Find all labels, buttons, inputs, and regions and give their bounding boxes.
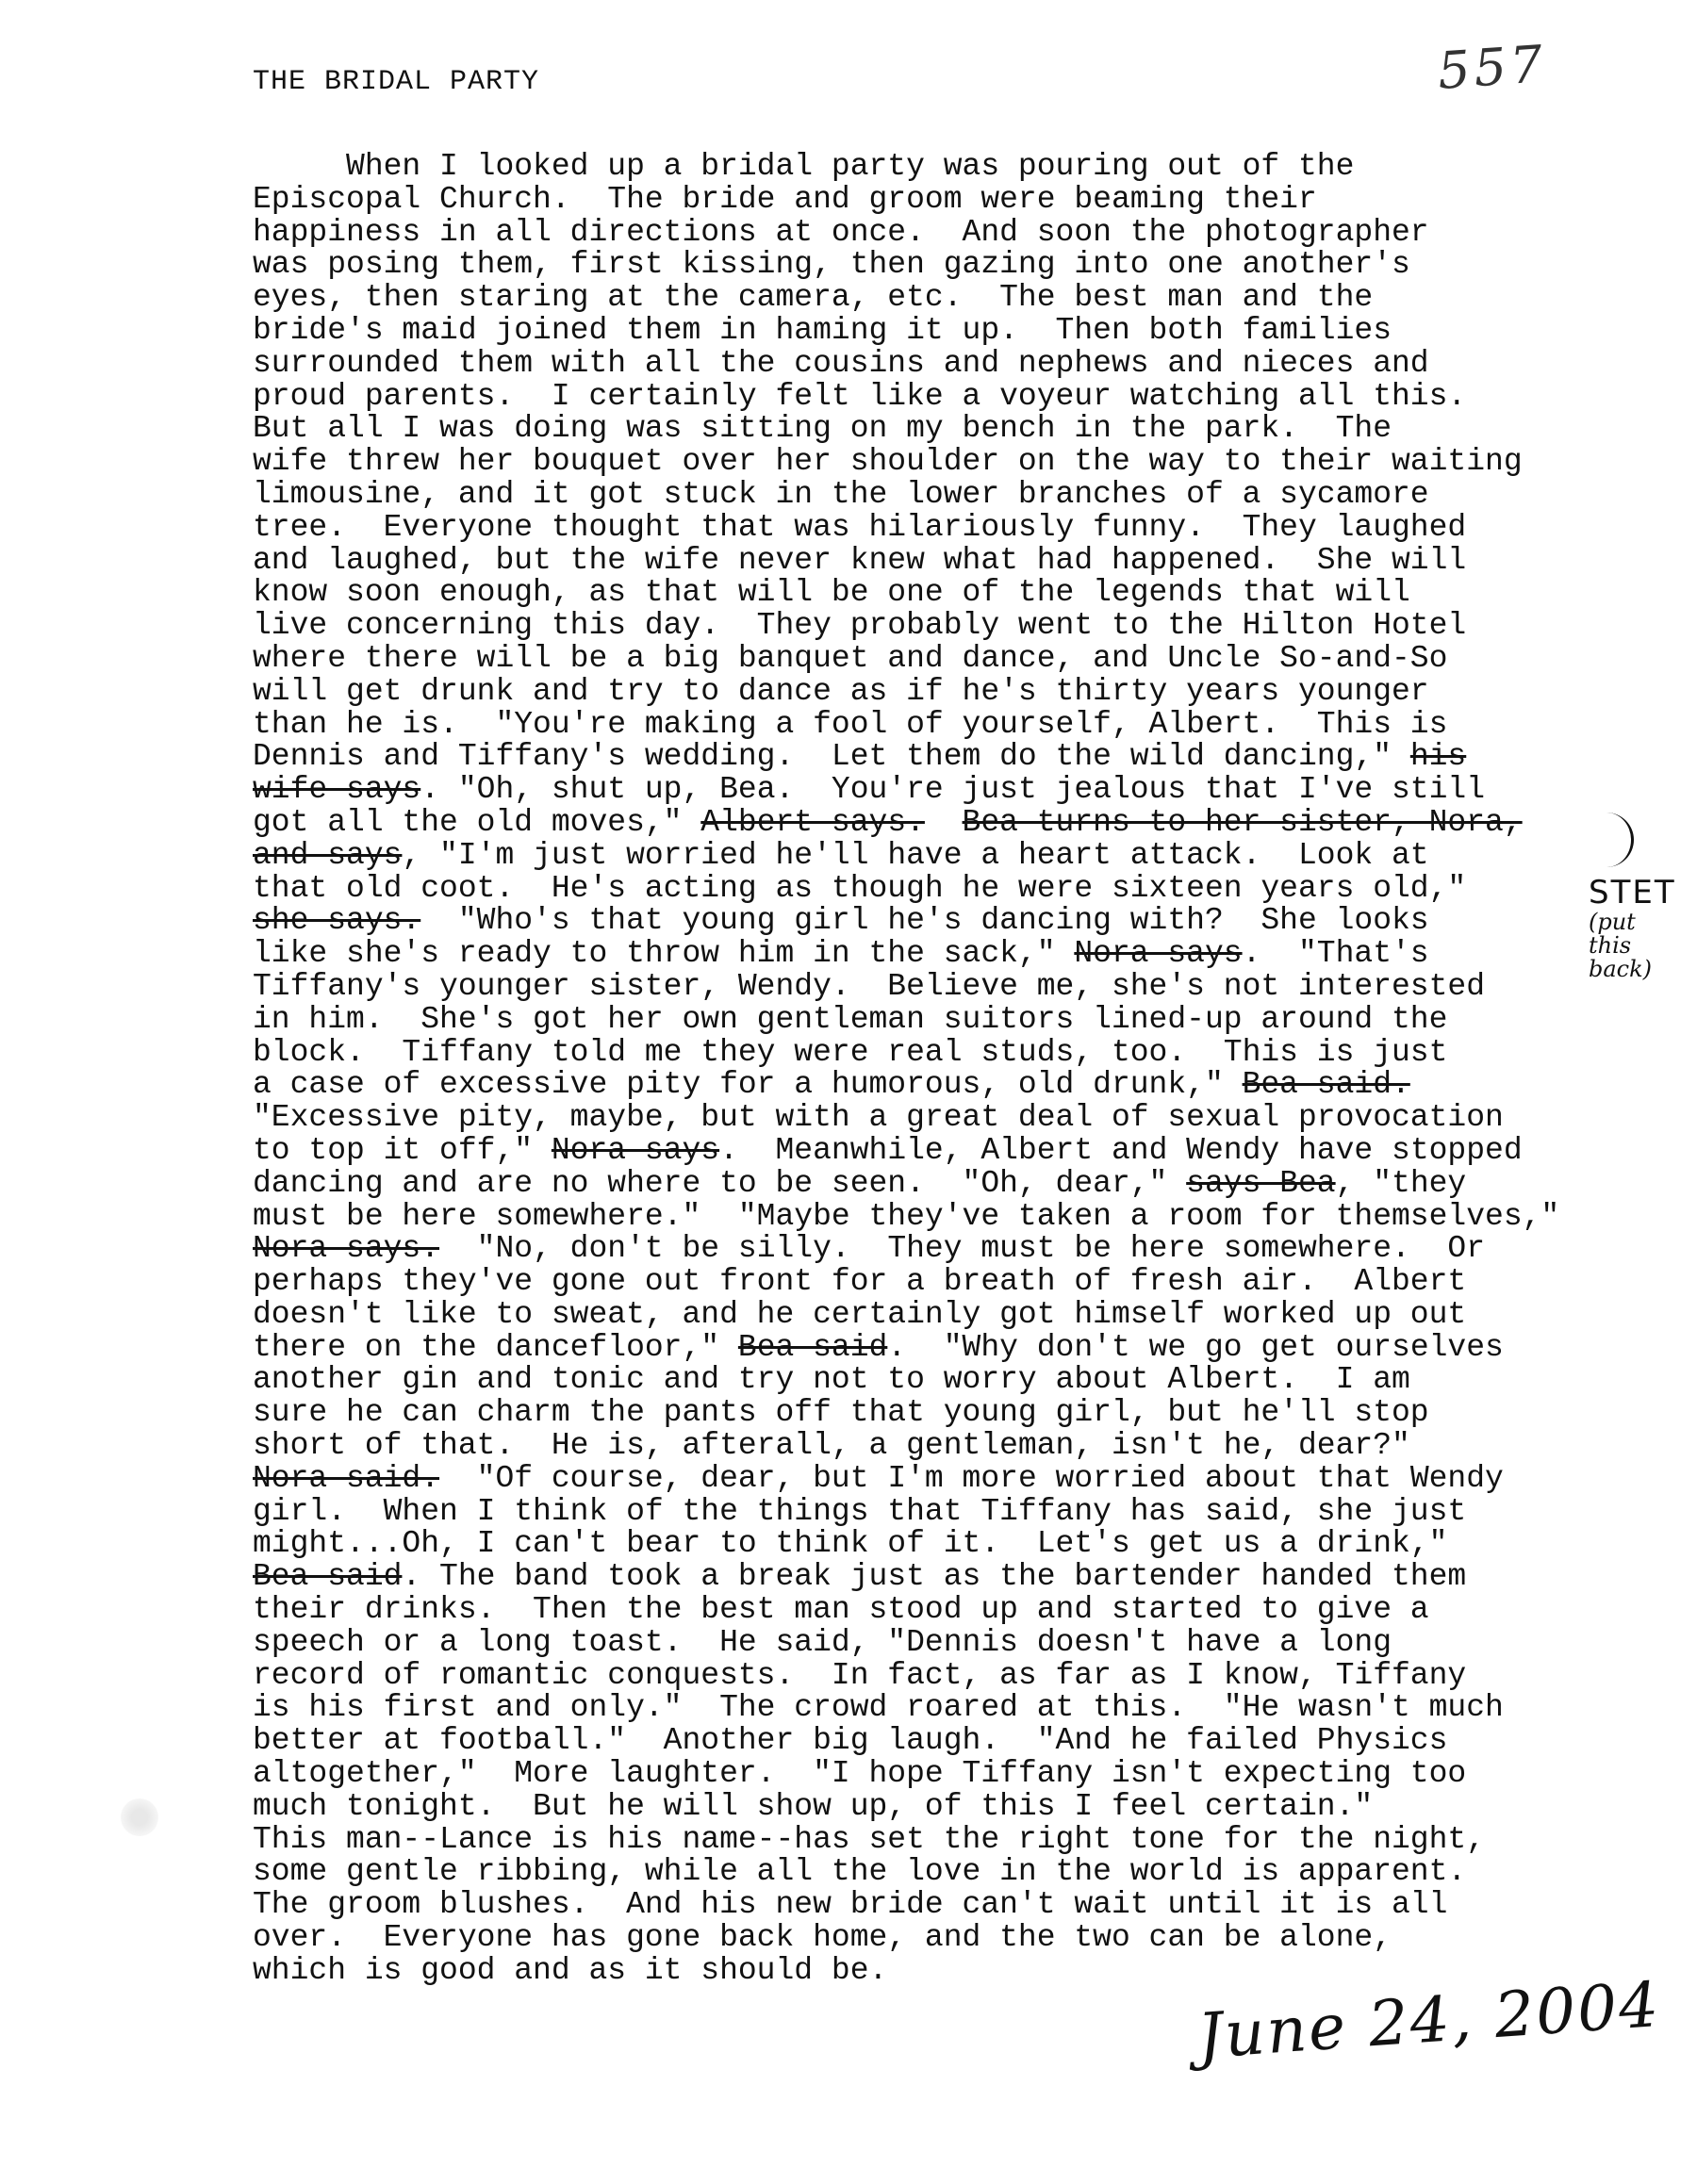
text-line [253, 1364, 1657, 1397]
handwritten-date-signature: June 24, 2004 [1194, 1967, 1663, 2074]
text-segment: dancing and are no where to be seen. "Oh, dear," [253, 1165, 1187, 1201]
text-segment: another gin and tonic and try not to worry about Albert. I am [253, 1362, 1410, 1398]
text-segment: . Meanwhile, Albert and Wendy have stopped [719, 1132, 1523, 1168]
struck-text: says Bea [1186, 1165, 1336, 1201]
text-segment: which is good and as it should be. [253, 1952, 888, 1988]
text-line [253, 1397, 1657, 1430]
text-segment: happiness in all directions at once. And soon the photographer [253, 214, 1429, 250]
struck-text: wife says [253, 772, 421, 808]
text-segment: eyes, then staring at the camera, etc. The best man and the [253, 280, 1374, 316]
text-segment: might...Oh, I can't bear to think of it. Let's get us a drink," [253, 1526, 1448, 1562]
text-segment: better at football." Another big laugh. "And he failed Physics [253, 1723, 1448, 1759]
struck-text: Bea said [253, 1559, 403, 1595]
text-line [253, 1561, 1657, 1594]
text-segment: But all I was doing was sitting on my bench in the park. The [253, 411, 1392, 447]
text-segment: block. Tiffany told me they were real studs, too. This is just [253, 1034, 1448, 1070]
text-line [253, 1856, 1657, 1889]
text-line [253, 673, 1657, 709]
struck-text: Bea said. [1242, 1067, 1410, 1103]
text-segment: know soon enough, as that will be one of the legends that will [253, 575, 1410, 611]
text-line [253, 706, 1657, 742]
text-line [253, 1165, 1657, 1201]
text-segment: some gentle ribbing, while all the love in the world is apparent. [253, 1854, 1467, 1890]
text-line [253, 1233, 1657, 1266]
struck-text: Nora says. [253, 1231, 440, 1267]
text-segment: limousine, and it got stuck in the lower branches of a sycamore [253, 476, 1429, 512]
text-line [253, 509, 1657, 545]
text-line [253, 1266, 1657, 1299]
text-line [253, 870, 1657, 906]
text-line [253, 1460, 1657, 1496]
text-line [253, 249, 1657, 282]
text-line [253, 1329, 1657, 1365]
text-segment: , "I'm just worried he'll have a heart attack. Look at [402, 837, 1429, 873]
text-segment: much tonight. But he will show up, of this I feel certain." [253, 1788, 1374, 1824]
text-segment: The groom blushes. And his new bride can't wait until it is all [253, 1887, 1448, 1923]
text-line [253, 542, 1657, 578]
text-line [253, 1069, 1657, 1102]
text-segment: proud parents. I certainly felt like a voyeur watching all this. [253, 378, 1467, 414]
text-line [253, 214, 1657, 250]
text-line [253, 640, 1657, 676]
text-line [253, 1528, 1657, 1561]
text-segment: short of that. He is, afterall, a gentleman, isn't he, dear?" [253, 1428, 1410, 1464]
struck-text: Nora said. [253, 1460, 440, 1496]
text-segment: is his first and only." The crowd roared at this. "He wasn't much [253, 1690, 1504, 1726]
text-line [253, 804, 1657, 840]
text-segment: "Of course, dear, but I'm more worried about that Wendy [439, 1460, 1504, 1496]
text-segment: girl. When I think of the things that Tiffany has said, she just [253, 1493, 1467, 1529]
story-body [253, 151, 1657, 1988]
text-line [253, 1657, 1657, 1693]
text-segment: was posing them, first kissing, then gazing into one another's [253, 247, 1410, 283]
struck-text: she says. [253, 903, 421, 939]
text-segment: a case of excessive pity for a humorous, old drunk," [253, 1067, 1243, 1103]
text-line [253, 905, 1657, 938]
margin-note-instruction: (put this back) [1589, 908, 1653, 983]
text-segment: "No, don't be silly. They must be here somewhere. Or [439, 1231, 1486, 1267]
text-segment: . "Why don't we go get ourselves [887, 1329, 1504, 1365]
text-segment: speech or a long toast. He said, "Dennis doesn't have a long [253, 1624, 1392, 1660]
text-line [253, 1493, 1657, 1529]
margin-note-stet: STET [1589, 874, 1676, 911]
text-line [253, 151, 1657, 184]
text-line [253, 774, 1657, 807]
text-segment: , "they [1335, 1165, 1467, 1201]
text-line [253, 1132, 1657, 1168]
text-segment [925, 805, 963, 840]
text-segment: sure he can charm the pants off that young girl, but he'll stop [253, 1395, 1429, 1431]
text-segment: will get drunk and try to dance as if he's thirty years younger [253, 673, 1429, 709]
text-line [253, 1821, 1657, 1857]
text-line [253, 1692, 1657, 1725]
text-line [253, 345, 1657, 381]
text-segment: and laughed, but the wife never knew what had happened. She will [253, 542, 1467, 578]
page-number: 557 [1435, 34, 1549, 101]
text-segment: surrounded them with all the cousins and nephews and nieces and [253, 345, 1429, 381]
text-line [253, 312, 1657, 348]
text-segment: This man--Lance is his name--has set the right tone for the night, [253, 1821, 1486, 1857]
text-segment: doesn't like to sweat, and he certainly got himself worked up out [253, 1296, 1467, 1332]
text-line [253, 446, 1657, 479]
text-segment: over. Everyone has gone back home, and the two can be alone, [253, 1920, 1392, 1956]
text-line [253, 1430, 1657, 1463]
struck-text: Albert says. [700, 804, 925, 840]
text-line [253, 1624, 1657, 1660]
text-segment: got all the old moves," [253, 804, 701, 840]
text-segment: bride's maid joined them in haming it up. Then both families [253, 312, 1392, 348]
text-line [253, 476, 1657, 512]
text-segment: where there will be a big banquet and dance, and Uncle So-and-So [253, 640, 1448, 676]
text-line [253, 938, 1657, 971]
text-line [253, 1922, 1657, 1955]
hole-punch-mark [121, 1798, 158, 1836]
text-line [253, 181, 1657, 217]
text-line [253, 1758, 1657, 1791]
text-segment: altogether," More laughter. "I hope Tiffany isn't expecting too [253, 1756, 1467, 1792]
struck-text: Nora says [1074, 936, 1243, 972]
text-line [253, 1102, 1657, 1135]
struck-text: his [1409, 739, 1467, 775]
text-segment: wife threw her bouquet over her shoulder on the way to their waiting [253, 444, 1523, 480]
text-segment: perhaps they've gone out front for a breath of fresh air. Albert [253, 1264, 1467, 1300]
text-line [253, 1198, 1657, 1234]
text-line [253, 837, 1657, 873]
struck-text: and says [253, 837, 403, 873]
struck-text: Bea turns to her sister, Nora, [962, 804, 1523, 840]
document-title: THE BRIDAL PARTY [253, 66, 540, 98]
text-segment: "Who's that young girl he's dancing with? She looks [420, 903, 1429, 939]
text-line [253, 610, 1657, 643]
text-line [253, 1001, 1657, 1037]
text-segment: When I looked up a bridal party was pouring out of the [253, 149, 1355, 184]
text-segment: Episcopal Church. The bride and groom were beaming their [253, 181, 1317, 217]
text-segment: must be here somewhere." "Maybe they've taken a room for themselves," [253, 1198, 1560, 1234]
text-segment: . The band took a break just as the bartender handed them [402, 1559, 1467, 1595]
text-line [253, 413, 1657, 446]
text-line [253, 741, 1657, 774]
margin-note [1589, 874, 1683, 983]
text-segment: that old coot. He's acting as though he were sixteen years old," [253, 870, 1467, 906]
text-line [253, 282, 1657, 315]
struck-text: Bea said [737, 1329, 888, 1365]
text-line [253, 378, 1657, 414]
struck-text: Nora says [551, 1132, 720, 1168]
text-segment: tree. Everyone thought that was hilariously funny. They laughed [253, 509, 1467, 545]
text-segment: like she's ready to throw him in the sack," [253, 936, 1075, 972]
text-segment: than he is. "You're making a fool of yourself, Albert. This is [253, 706, 1448, 742]
text-line [253, 1889, 1657, 1922]
text-segment: "Excessive pity, maybe, but with a great deal of sexual provocation [253, 1100, 1504, 1136]
text-segment: live concerning this day. They probably went to the Hilton Hotel [253, 608, 1467, 644]
text-line [253, 1296, 1657, 1332]
text-segment: Tiffany's younger sister, Wendy. Believe me, she's not interested [253, 968, 1486, 1004]
text-segment: there on the dancefloor," [253, 1329, 738, 1365]
text-segment: . "Oh, shut up, Bea. You're just jealous that I've still [420, 772, 1486, 808]
text-segment: their drinks. Then the best man stood up and started to give a [253, 1592, 1429, 1628]
text-line [253, 1725, 1657, 1758]
text-segment: to top it off," [253, 1132, 552, 1168]
text-line [253, 1788, 1657, 1824]
text-line [253, 968, 1657, 1004]
text-line [253, 577, 1657, 610]
text-segment: in him. She's got her own gentleman suitors lined-up around the [253, 1001, 1448, 1037]
text-segment: record of romantic conquests. In fact, as far as I know, Tiffany [253, 1657, 1467, 1693]
text-segment: . "That's [1242, 936, 1429, 972]
text-line [253, 1594, 1657, 1627]
text-segment: Dennis and Tiffany's wedding. Let them do the wild dancing," [253, 739, 1410, 775]
text-line [253, 1034, 1657, 1070]
